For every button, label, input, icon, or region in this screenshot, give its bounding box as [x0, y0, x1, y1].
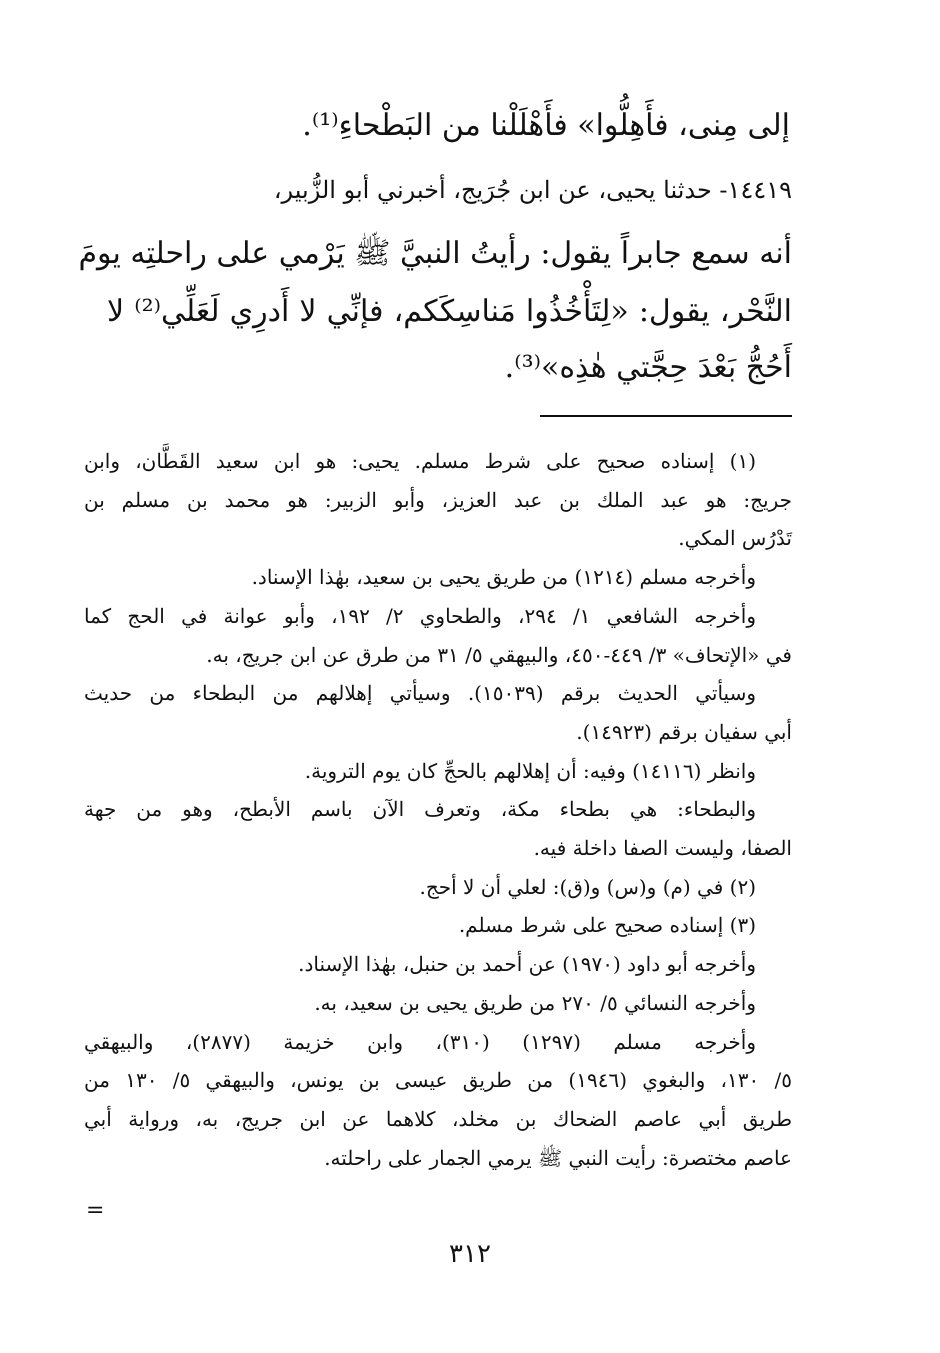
footnote-line: الصفا، وليست الصفا داخلة فيه. — [533, 836, 792, 860]
footnote-line: أبي سفيان برقم (١٤٩٢٣). — [576, 720, 792, 744]
footnote-line: في «الإتحاف» ٣/ ٤٤٩-٤٥٠، والبيهقي ٥/ ٣١ من طرق عن ابن جريج، به. — [206, 643, 792, 667]
footnote-line: والبطحاء: هي بطحاء مكة، وتعرف الآن باسم الأبطح، وهو من جهة — [84, 797, 756, 821]
footnote-line: وأخرجه مسلم (١٢١٤) من طريق يحيى بن سعيد، بهٰذا الإسناد. — [251, 565, 756, 589]
footnote-line: عاصم مختصرة: رأيت النبي ﷺ يرمي الجمار على راحلته. — [324, 1146, 792, 1170]
footnote-separator — [540, 415, 792, 417]
footnote-line: جريج: هو عبد الملك بن عبد العزيز، وأبو الزبير: هو محمد بن مسلم بن — [84, 488, 792, 512]
hadith-number-line: ١٤٤١٩- حدثنا يحيى، عن ابن جُرَيج، أخبرني أبو الزُّبير، — [273, 176, 792, 204]
main-text-line-1: إلى مِنى، فأَهِلُّوا» فأَهْلَلْنا من البَطْحاءِ⁽¹⁾. — [302, 108, 790, 143]
footnote-line: (٢) في (م) و(س) و(ق): لعلي أن لا أحج. — [419, 875, 756, 899]
footnote-line: (١) إسناده صحيح على شرط مسلم. يحيى: هو ابن سعيد القَطَّان، وابن — [84, 449, 756, 473]
main-text-line-5: أَحُجُّ بَعْدَ حِجَّتي هٰذِه»⁽³⁾. — [504, 350, 792, 385]
footnote-line: طريق أبي عاصم الضحاك بن مخلد، كلاهما عن ابن جريج، به، ورواية أبي — [84, 1107, 792, 1131]
page-number: ٣١٢ — [449, 1239, 491, 1269]
footnote-line: وأخرجه النسائي ٥/ ٢٧٠ من طريق يحيى بن سعيد، به. — [314, 991, 756, 1015]
footnote-line: وأخرجه مسلم (١٢٩٧) (٣١٠)، وابن خزيمة (٢٨٧٧)، والبيهقي — [84, 1030, 756, 1054]
footnote-line: وسيأتي الحديث برقم (١٥٠٣٩). وسيأتي إهلالهم من البطحاء من حديث — [84, 681, 756, 705]
footnote-line: تَدْرُس المكي. — [678, 526, 792, 550]
main-text-line-4: النَّحْر، يقول: «لِتَأْخُذُوا مَناسِكَكم، فإنِّي لا أَدرِي لَعَلِّي⁽²⁾ لا — [107, 294, 792, 329]
continuation-mark: = — [86, 1198, 105, 1223]
footnote-line: ٥/ ١٣٠، والبغوي (١٩٤٦) من طريق عيسى بن يونس، والبيهقي ٥/ ١٣٠ من — [84, 1068, 793, 1092]
footnote-line: وانظر (١٤١١٦) وفيه: أن إهلالهم بالحجِّ كان يوم التروية. — [304, 759, 756, 783]
footnote-line: وأخرجه أبو داود (١٩٧٠) عن أحمد بن حنبل، بهٰذا الإسناد. — [298, 952, 756, 976]
footnote-line: (٣) إسناده صحيح على شرط مسلم. — [458, 913, 756, 937]
main-text-line-3: أنه سمع جابراً يقول: رأيتُ النبيَّ ﷺ يَرْمي على راحلتِه يومَ — [78, 236, 792, 271]
footnote-line: وأخرجه الشافعي ١/ ٢٩٤، والطحاوي ٢/ ١٩٢، وأبو عوانة في الحج كما — [84, 604, 756, 628]
